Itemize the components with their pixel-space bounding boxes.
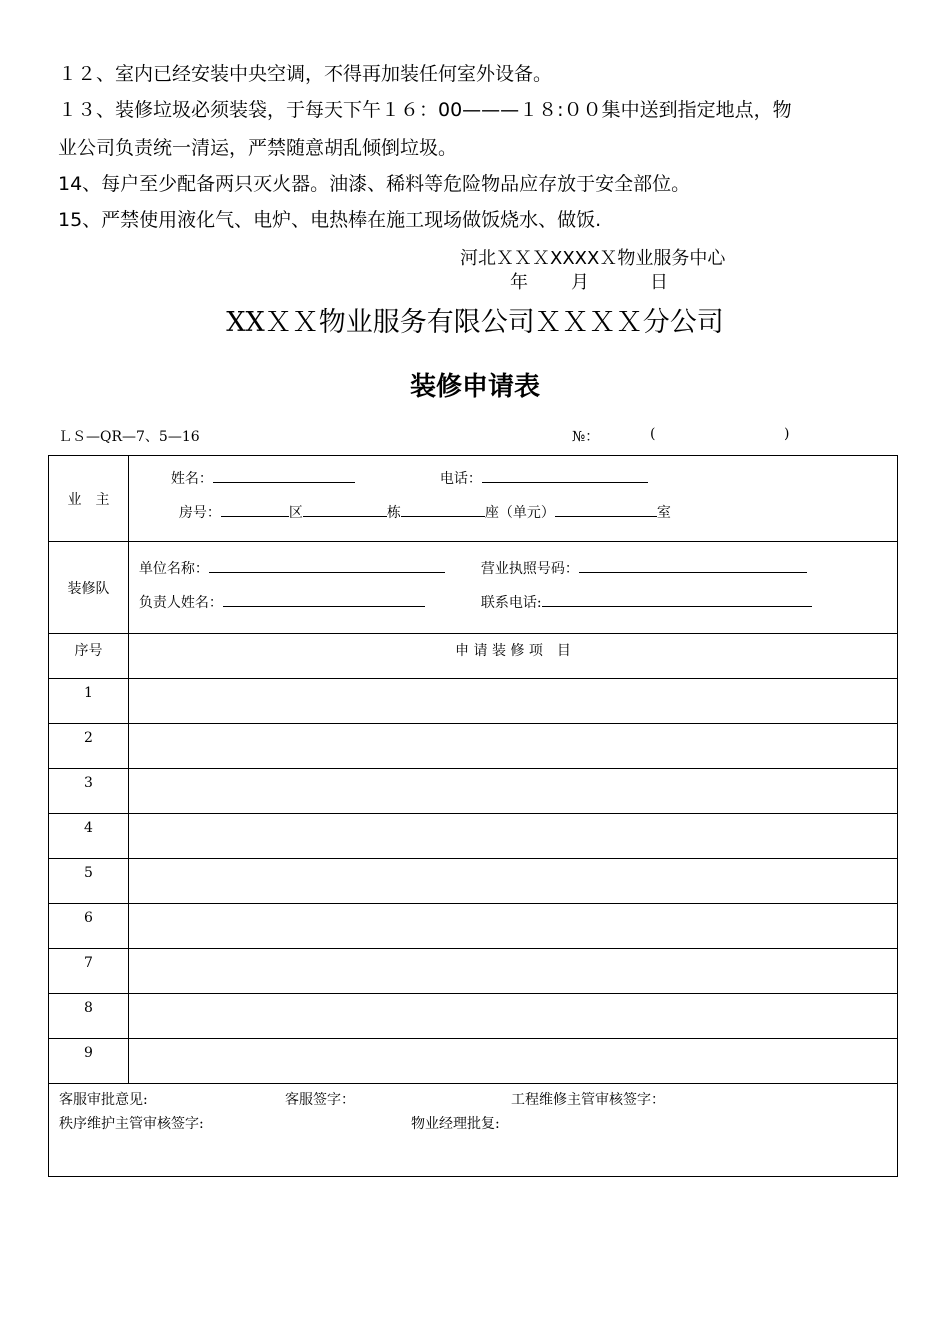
team-leader-label: 负责人姓名： (138, 595, 223, 611)
cs-sign-label: 客服签字： (285, 1092, 355, 1108)
unit-field[interactable] (401, 502, 485, 517)
form-no-label: №： (572, 429, 600, 445)
owner-phone-label: 电话： (439, 471, 482, 487)
item-field[interactable] (128, 724, 897, 769)
rule-13: １３、装修垃圾必须装袋，于每天下午１６：00———１８:００集中送到指定地点，物 (58, 99, 792, 121)
item-field[interactable] (128, 769, 897, 814)
item-seq: 2 (49, 724, 129, 769)
team-license-label: 营业执照号码： (480, 561, 579, 577)
owner-room-label: 房号： (178, 505, 221, 521)
owner-name-field[interactable] (213, 468, 355, 483)
item-seq: 8 (49, 994, 129, 1039)
owner-label: 业 主 (49, 456, 129, 542)
item-seq: 7 (49, 949, 129, 994)
item-field[interactable] (128, 679, 897, 724)
company-title: XXＸＸ物业服务有限公司ＸＸＸＸ分公司 (226, 307, 724, 338)
district-label: 区 (288, 505, 303, 521)
team-company-label: 单位名称： (138, 561, 209, 577)
item-seq: 3 (49, 769, 129, 814)
owner-name-label: 姓名： (170, 471, 213, 487)
item-field[interactable] (128, 949, 897, 994)
room-label: 室 (656, 505, 671, 521)
team-contact-label: 联系电话: (480, 595, 542, 611)
item-field[interactable] (128, 859, 897, 904)
item-field[interactable] (128, 814, 897, 859)
building-field[interactable] (303, 502, 387, 517)
owner-section (128, 456, 897, 542)
rule-14: 14、每户至少配备两只灭火器。油漆、稀料等危险物品应存放于安全部位。 (58, 173, 691, 195)
form-code: ＬＳ—QR—7、5—16 (58, 429, 200, 445)
eng-sign-label: 工程维修主管审核签字： (511, 1092, 665, 1108)
form-no-paren-close: ) (784, 426, 790, 442)
item-seq: 5 (49, 859, 129, 904)
team-label: 装修队 (49, 542, 129, 634)
signature-month: 月 (571, 272, 589, 293)
manager-label: 物业经理批复: (411, 1116, 500, 1132)
rule-15: 15、严禁使用液化气、电炉、电热棒在施工现场做饭烧水、做饭. (58, 209, 602, 231)
item-seq: 4 (49, 814, 129, 859)
rule-13-cont: 业公司负责统一清运，严禁随意胡乱倾倒垃圾。 (58, 137, 458, 159)
form-title: 装修申请表 (409, 372, 540, 402)
item-field[interactable] (128, 1039, 897, 1084)
seq-header: 序号 (49, 634, 129, 679)
team-leader-field[interactable] (223, 592, 425, 607)
owner-phone-field[interactable] (482, 468, 648, 483)
team-contact-field[interactable] (542, 592, 812, 607)
building-label: 栋 (386, 505, 401, 521)
item-seq: 6 (49, 904, 129, 949)
item-field[interactable] (128, 994, 897, 1039)
approval-section (49, 1084, 898, 1177)
unit-label: 座（单元） (484, 505, 555, 521)
item-field[interactable] (128, 904, 897, 949)
signature-day: 日 (650, 272, 668, 293)
signature-org: 河北ＸＸＸXXXXＸ物业服务中心 (460, 248, 726, 269)
form-no-paren-open: ( (650, 426, 656, 442)
rule-12: １２、室内已经安装中央空调，不得再加装任何室外设备。 (58, 63, 553, 85)
district-field[interactable] (221, 502, 289, 517)
team-company-field[interactable] (209, 558, 445, 573)
order-sign-label: 秩序维护主管审核签字: (59, 1116, 204, 1132)
item-seq: 9 (49, 1039, 129, 1084)
team-section (128, 542, 897, 634)
team-license-field[interactable] (579, 558, 807, 573)
application-form (48, 455, 898, 1177)
room-field[interactable] (555, 502, 657, 517)
item-header: 申 请 装 修 项 目 (128, 634, 897, 679)
item-seq: 1 (49, 679, 129, 724)
cs-opinion-label: 客服审批意见: (59, 1092, 148, 1108)
signature-year: 年 (510, 272, 528, 293)
